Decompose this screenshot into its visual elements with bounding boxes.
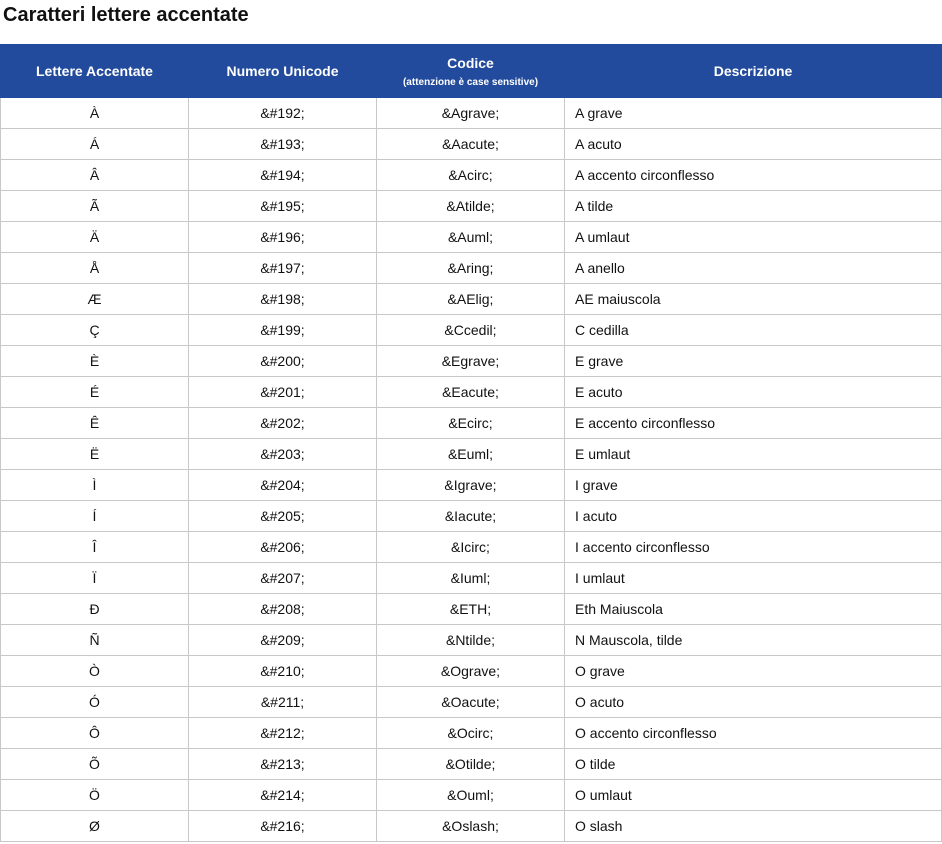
cell-unicode: &#210; (189, 656, 377, 687)
cell-unicode: &#192; (189, 98, 377, 129)
cell-unicode: &#196; (189, 222, 377, 253)
cell-unicode: &#211; (189, 687, 377, 718)
cell-unicode: &#207; (189, 563, 377, 594)
table-row (1, 98, 942, 129)
cell-lettera: À (1, 98, 189, 129)
table-row (1, 687, 942, 718)
table-row (1, 439, 942, 470)
cell-codice: &Ograve; (377, 656, 565, 687)
cell-lettera: Á (1, 129, 189, 160)
cell-codice: &Eacute; (377, 377, 565, 408)
table-row (1, 594, 942, 625)
cell-codice: &AElig; (377, 284, 565, 315)
cell-descrizione: I umlaut (565, 563, 942, 594)
cell-unicode: &#206; (189, 532, 377, 563)
table-row (1, 191, 942, 222)
cell-lettera: Î (1, 532, 189, 563)
table-row (1, 408, 942, 439)
cell-unicode: &#213; (189, 749, 377, 780)
cell-lettera: Ã (1, 191, 189, 222)
cell-codice: &Otilde; (377, 749, 565, 780)
cell-lettera: Ñ (1, 625, 189, 656)
header-lettere-accentate: Lettere Accentate (1, 45, 189, 98)
cell-descrizione: I acuto (565, 501, 942, 532)
table-row (1, 284, 942, 315)
cell-codice: &Egrave; (377, 346, 565, 377)
cell-codice: &Igrave; (377, 470, 565, 501)
cell-lettera: Æ (1, 284, 189, 315)
table-row (1, 780, 942, 811)
cell-codice: &Agrave; (377, 98, 565, 129)
cell-unicode: &#208; (189, 594, 377, 625)
table-row (1, 532, 942, 563)
cell-unicode: &#212; (189, 718, 377, 749)
header-codice (377, 45, 565, 98)
cell-lettera: Â (1, 160, 189, 191)
table-row (1, 470, 942, 501)
cell-descrizione: O grave (565, 656, 942, 687)
cell-descrizione: A umlaut (565, 222, 942, 253)
cell-codice: &Euml; (377, 439, 565, 470)
cell-codice: &Aacute; (377, 129, 565, 160)
cell-lettera: Ø (1, 811, 189, 842)
table-row (1, 346, 942, 377)
cell-codice: &Oacute; (377, 687, 565, 718)
table-header-row (1, 45, 942, 98)
cell-descrizione: A anello (565, 253, 942, 284)
page-title: Caratteri lettere accentate (3, 4, 249, 26)
cell-codice: &Ouml; (377, 780, 565, 811)
cell-lettera: Ó (1, 687, 189, 718)
cell-descrizione: AE maiuscola (565, 284, 942, 315)
cell-unicode: &#203; (189, 439, 377, 470)
table-row (1, 253, 942, 284)
cell-descrizione: E grave (565, 346, 942, 377)
cell-unicode: &#194; (189, 160, 377, 191)
cell-codice: &Ntilde; (377, 625, 565, 656)
table-row (1, 811, 942, 842)
table-header (1, 45, 942, 98)
cell-codice: &Ccedil; (377, 315, 565, 346)
cell-lettera: Ä (1, 222, 189, 253)
table-row (1, 377, 942, 408)
cell-descrizione: C cedilla (565, 315, 942, 346)
header-codice-note: (attenzione è case sensitive) (402, 76, 539, 88)
cell-descrizione: A grave (565, 98, 942, 129)
table-row (1, 625, 942, 656)
cell-descrizione: A acuto (565, 129, 942, 160)
cell-codice: &Icirc; (377, 532, 565, 563)
cell-lettera: È (1, 346, 189, 377)
cell-codice: &Iuml; (377, 563, 565, 594)
cell-codice: &Auml; (377, 222, 565, 253)
cell-codice: &ETH; (377, 594, 565, 625)
cell-lettera: Ç (1, 315, 189, 346)
cell-descrizione: O acuto (565, 687, 942, 718)
cell-unicode: &#200; (189, 346, 377, 377)
cell-unicode: &#195; (189, 191, 377, 222)
cell-unicode: &#202; (189, 408, 377, 439)
cell-descrizione: O slash (565, 811, 942, 842)
cell-unicode: &#209; (189, 625, 377, 656)
cell-unicode: &#204; (189, 470, 377, 501)
cell-lettera: Ö (1, 780, 189, 811)
cell-codice: &Atilde; (377, 191, 565, 222)
cell-descrizione: Eth Maiuscola (565, 594, 942, 625)
cell-lettera: Ë (1, 439, 189, 470)
cell-descrizione: O umlaut (565, 780, 942, 811)
table-row (1, 656, 942, 687)
cell-codice: &Aring; (377, 253, 565, 284)
cell-descrizione: E umlaut (565, 439, 942, 470)
cell-descrizione: N Mauscola, tilde (565, 625, 942, 656)
table-row (1, 129, 942, 160)
cell-descrizione: E accento circonflesso (565, 408, 942, 439)
cell-lettera: Ò (1, 656, 189, 687)
cell-lettera: Ê (1, 408, 189, 439)
table-row (1, 718, 942, 749)
cell-descrizione: I accento circonflesso (565, 532, 942, 563)
table-row (1, 222, 942, 253)
cell-descrizione: E acuto (565, 377, 942, 408)
cell-unicode: &#199; (189, 315, 377, 346)
cell-descrizione: A tilde (565, 191, 942, 222)
cell-lettera: Ô (1, 718, 189, 749)
cell-codice: &Oslash; (377, 811, 565, 842)
cell-lettera: Õ (1, 749, 189, 780)
table-row (1, 160, 942, 191)
cell-unicode: &#205; (189, 501, 377, 532)
cell-codice: &Ecirc; (377, 408, 565, 439)
table-row (1, 501, 942, 532)
header-codice-label: Codice (447, 54, 494, 71)
cell-unicode: &#193; (189, 129, 377, 160)
cell-unicode: &#214; (189, 780, 377, 811)
header-descrizione: Descrizione (565, 45, 942, 98)
cell-codice: &Ocirc; (377, 718, 565, 749)
cell-unicode: &#201; (189, 377, 377, 408)
cell-lettera: Ð (1, 594, 189, 625)
cell-unicode: &#216; (189, 811, 377, 842)
table-row (1, 749, 942, 780)
cell-codice: &Acirc; (377, 160, 565, 191)
cell-lettera: Í (1, 501, 189, 532)
cell-unicode: &#197; (189, 253, 377, 284)
cell-codice: &Iacute; (377, 501, 565, 532)
cell-descrizione: I grave (565, 470, 942, 501)
cell-lettera: É (1, 377, 189, 408)
table-row (1, 563, 942, 594)
cell-descrizione: O accento circonflesso (565, 718, 942, 749)
header-numero-unicode: Numero Unicode (189, 45, 377, 98)
cell-unicode: &#198; (189, 284, 377, 315)
cell-lettera: Å (1, 253, 189, 284)
table-body (1, 98, 942, 842)
cell-lettera: Ï (1, 563, 189, 594)
cell-descrizione: O tilde (565, 749, 942, 780)
cell-descrizione: A accento circonflesso (565, 160, 942, 191)
table-row (1, 315, 942, 346)
cell-lettera: Ì (1, 470, 189, 501)
accent-letters-table (0, 44, 942, 842)
